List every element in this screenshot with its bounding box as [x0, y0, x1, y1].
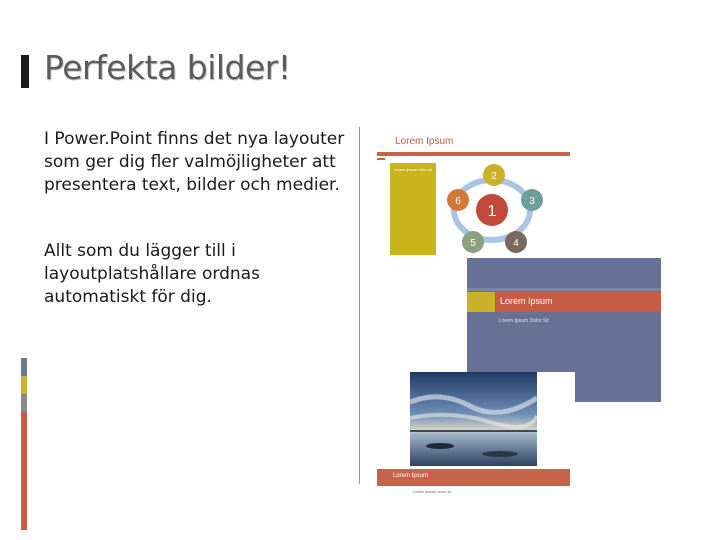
heading-tab: [467, 292, 495, 312]
thumbnail-title: Lorem Ipsum: [395, 136, 454, 147]
side-panel-text: Lorem ipsum dolor sit: [394, 167, 433, 172]
thumbnail-small-text: Lorem ipsum dolor sit: [413, 489, 452, 494]
strip-segment: [21, 376, 27, 394]
cycle-diagram: [440, 160, 550, 260]
thumbnail-subtitle: Lorem Ipsum Dolor Sit: [499, 318, 549, 324]
caption-band: [377, 469, 570, 486]
cycle-label: 2: [491, 171, 497, 182]
thumbnail-band: [467, 288, 661, 291]
photo-rock: [426, 443, 454, 449]
photo-rock: [482, 451, 518, 457]
left-color-strip: [21, 358, 27, 530]
strip-segment: [21, 358, 27, 376]
thumbnail-heading: Lorem Ipsum: [500, 296, 553, 306]
body-paragraph-2: Allt som du lägger till i layoutplatshållare ordnas automatiskt för dig.: [44, 241, 260, 307]
content-divider: [359, 127, 360, 484]
cycle-label: 3: [529, 196, 535, 207]
title-accent-bar: [21, 55, 29, 88]
photo-horizon: [410, 430, 537, 432]
strip-segment: [21, 412, 27, 530]
thumbnail-rule: [377, 152, 570, 156]
cycle-label: 1: [487, 203, 497, 220]
layout-thumbnail-photo: [375, 372, 575, 502]
body-paragraph-1: I Power.Point finns det nya layouter som ger dig fler valmöjligheter att presentera text, bilder och medier.: [44, 129, 345, 195]
heading-band: [496, 292, 661, 312]
slide-title: Perfekta bilder!: [44, 48, 291, 87]
cycle-label: 6: [455, 196, 461, 207]
landscape-photo: [410, 372, 537, 466]
strip-segment: [21, 394, 27, 412]
cycle-label: 4: [513, 238, 519, 249]
thumbnail-side-panel: [390, 163, 436, 255]
thumbnail-caption: Lorem Ipsum: [393, 473, 429, 479]
thumbnail-rule-accent: [377, 158, 385, 160]
cycle-label: 5: [470, 238, 476, 249]
